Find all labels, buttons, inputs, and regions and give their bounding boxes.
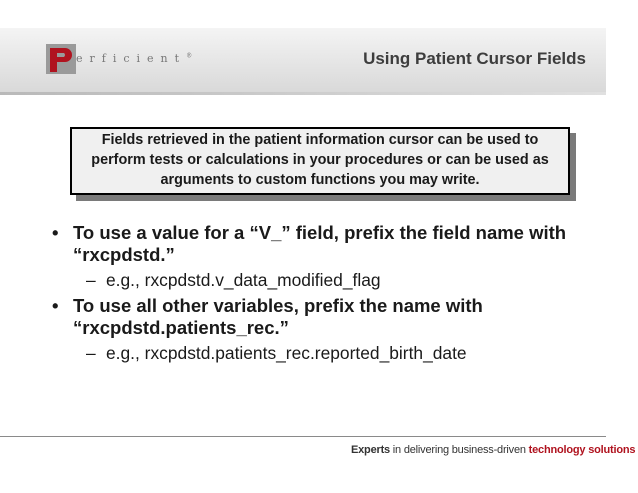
tagline-technology-solutions: technology solutions [528, 444, 636, 456]
bullet-symbol: • [52, 222, 59, 243]
footer-divider [0, 436, 606, 437]
bullet-item [52, 295, 612, 339]
logo-trademark: ® [186, 52, 193, 60]
logo-wordmark-text: erficient [76, 52, 187, 65]
bullet-text: To use a value for a “V_” field, prefix the field name with “rxcpdstd.” [73, 222, 567, 265]
sub-bullet-symbol: – [86, 343, 96, 363]
tagline-middle: in delivering business-driven [389, 444, 529, 456]
slide-title: Using Patient Cursor Fields [363, 49, 586, 68]
bullet-symbol: • [52, 295, 59, 316]
sub-bullet-text: e.g., rxcpdstd.patients_rec.reported_birth_date [106, 343, 467, 363]
sub-bullet-text: e.g., rxcpdstd.v_data_modified_flag [106, 270, 381, 290]
sub-bullet-item [52, 270, 612, 291]
logo-wordmark [76, 52, 192, 65]
callout-box: Fields retrieved in the patient information cursor can be used to perform tests or calculations in your procedures or can be used as arguments to custom functions you may write. [70, 127, 570, 195]
bullet-list [52, 222, 612, 368]
tagline-experts: Experts [351, 444, 390, 456]
sub-bullet-item [52, 343, 612, 364]
footer-tagline [351, 444, 635, 456]
bullet-text: To use all other variables, prefix the name with “rxcpdstd.patients_rec.” [73, 295, 483, 338]
sub-bullet-symbol: – [86, 270, 96, 290]
header-divider [0, 92, 606, 95]
perficient-logo-icon [46, 44, 76, 74]
bullet-item [52, 222, 612, 266]
